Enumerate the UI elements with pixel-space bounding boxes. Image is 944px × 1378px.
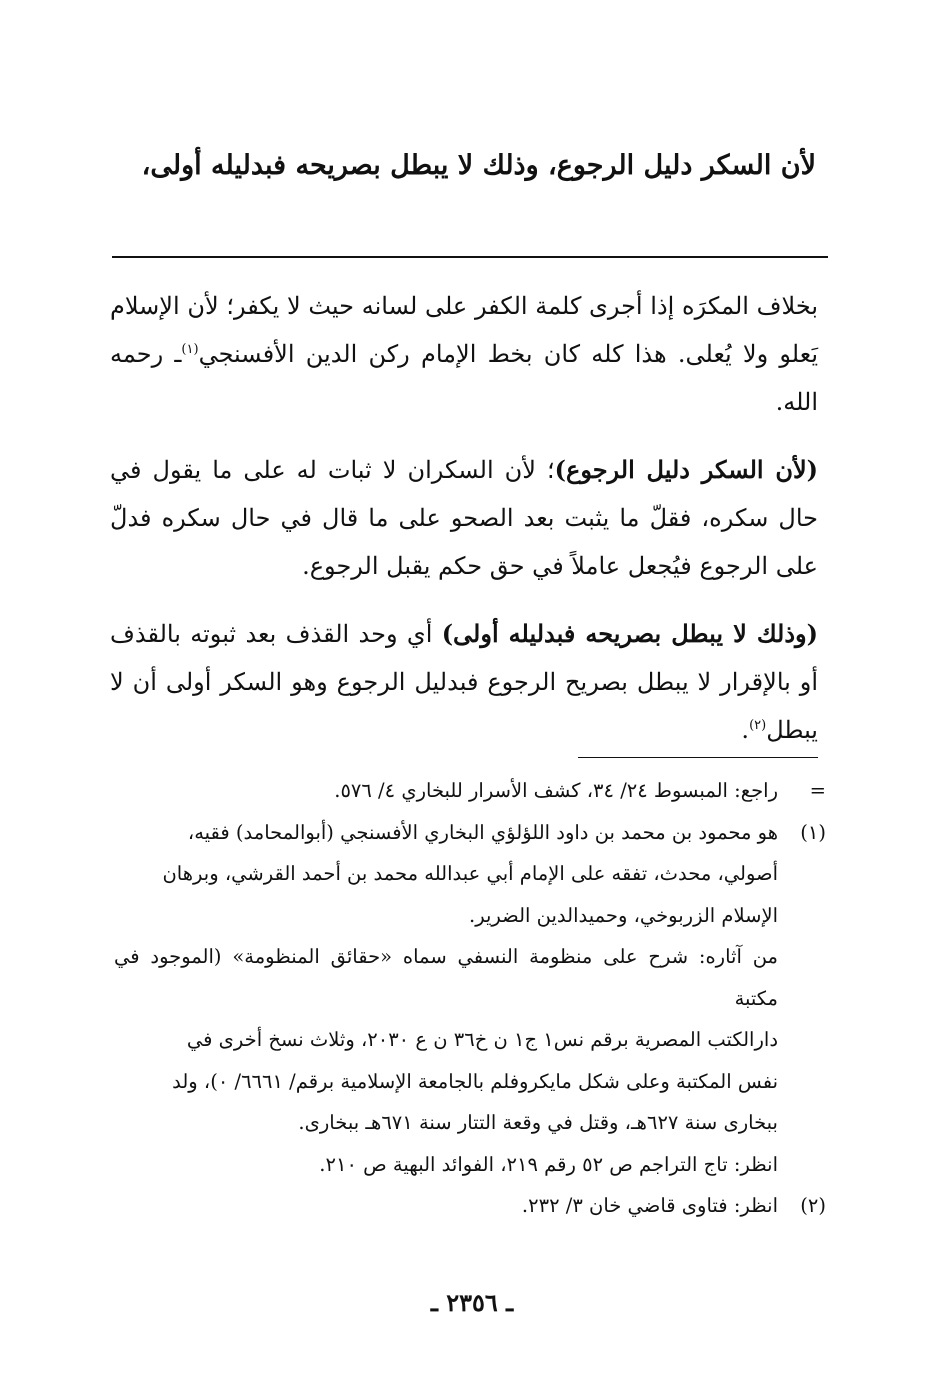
footnote-number: = xyxy=(809,779,826,802)
quoted-matn: (لأن السكر دليل الرجوع) xyxy=(554,455,819,484)
footnote-marker[interactable]: (١) xyxy=(181,342,199,357)
footnotes xyxy=(114,770,826,1227)
footnote-line: دارالكتب المصرية برقم نس١ ج١ ن خ٣٦ ن ع ٢٠٣٠، وثلاث نسخ أخرى في xyxy=(186,1028,778,1051)
footnote-number: (١) xyxy=(800,820,826,844)
commentary-paragraph xyxy=(110,610,818,754)
page-number: ـ ٢٣٥٦ ـ xyxy=(430,1288,514,1317)
commentary-body xyxy=(110,282,818,774)
footnote-line: راجع: المبسوط ٢٤/ ٣٤، كشف الأسرار للبخاري ٤/ ٥٧٦. xyxy=(334,779,778,802)
paragraph-text: ؛ لأن السكران لا ثبات له على ما يقول في حال سكره، فقلّ ما يثبت بعد الصحو على ما قال في حال سكره فدلّ على الرجوع فيُجعل عاملاً في حق حكم يقبل الرجوع. xyxy=(110,456,818,580)
footnote-number: (٢) xyxy=(800,1194,826,1217)
matn-header: لأن السكر دليل الرجوع، وذلك لا يبطل بصريحه فبدليله أولى، xyxy=(141,150,816,181)
footnote-2 xyxy=(114,1185,826,1227)
footnote-line: ببخارى سنة ٦٢٧هـ، وقتل في وقعة التتار سنة ٦٧١هـ ببخارى. xyxy=(298,1111,778,1134)
footnote-text xyxy=(114,770,778,812)
commentary-paragraph xyxy=(110,282,818,426)
footnote-marker[interactable]: (٢) xyxy=(749,718,767,733)
footnote-divider xyxy=(578,757,818,758)
footnote-line: من آثاره: شرح على منظومة النسفي سماه «حقائق المنظومة» (الموجود في مكتبة xyxy=(114,945,778,1010)
paragraph-tail: . xyxy=(741,716,750,744)
footnote-line: انظر: فتاوى قاضي خان ٣/ ٢٣٢. xyxy=(521,1194,778,1217)
paragraph-text: أي وحد القذف بعد ثبوته بالقذف أو بالإقرار لا يبطل بصريح الرجوع فبدليل الرجوع وهو السكر أولى أن لا يبطل xyxy=(110,620,818,744)
footnote-line: هو محمود بن محمد بن داود اللؤلؤي البخاري الأفسنجي (أبوالمحامد) فقيه، xyxy=(187,820,778,844)
footnote-line: أصولي، محدث، تفقه على الإمام أبي عبدالله محمد بن أحمد القرشي، وبرهان xyxy=(162,862,778,885)
footnote-continued xyxy=(114,770,826,812)
quoted-matn: (وذلك لا يبطل بصريحه فبدليله أولى) xyxy=(441,619,818,648)
footnote-line: انظر: تاج التراجم ص ٥٢ رقم ٢١٩، الفوائد البهية ص ٢١٠. xyxy=(319,1152,778,1176)
footnote-text xyxy=(114,812,778,1186)
paragraph-text: بخلاف المكرَه إذا أجرى كلمة الكفر على لسانه حيث لا يكفر؛ لأن الإسلام يَعلو ولا يُعلى. هذا كله كان بخط الإمام ركن الدين الأفسنجي xyxy=(110,292,819,368)
footnote-text xyxy=(114,1185,778,1227)
footnote-line: الإسلام الزربوخي، وحميدالدين الضرير. xyxy=(469,903,778,927)
commentary-paragraph xyxy=(110,446,818,590)
paragraph-tail: ـ رحمه الله. xyxy=(110,340,818,416)
footnote-line: نفس المكتبة وعلى شكل مايكروفلم بالجامعة الإسلامية برقم/ ٦٦٦١/ ٠)، ولد xyxy=(172,1069,778,1093)
divider-top xyxy=(112,256,828,258)
footnote-1 xyxy=(114,812,826,1186)
